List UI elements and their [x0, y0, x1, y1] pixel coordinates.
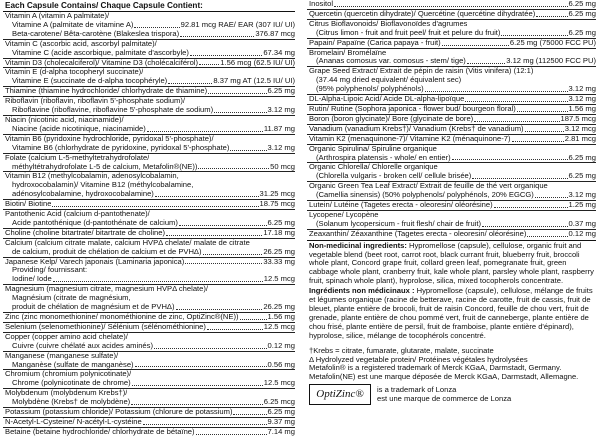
leader-dots: [452, 159, 568, 160]
ingredient-amount: 11.87 mg: [263, 123, 295, 133]
leader-dots: [52, 206, 258, 207]
ingredient-row: [3, 284, 295, 294]
leader-dots: [53, 281, 263, 282]
ingredient-amount: 67.34 mg: [263, 47, 295, 57]
ingredient-row: [307, 85, 596, 94]
ingredient-label: Vitamin C (ascorbic acid, ascorbyl palmitate)/: [5, 39, 157, 48]
ingredient-amount: 6.25 mg (75000 FCC PU): [509, 37, 596, 47]
footnote-krebs: †Krebs = citrate, fumarate, glutarate, malate, succinate: [309, 345, 494, 355]
leader-dots: [190, 55, 262, 56]
ingredient-row: [3, 248, 295, 257]
ingredient-label: Vitamin E (d-alpha tocopheryl succinate)/: [5, 68, 144, 77]
ingredient-label: Boron (boron glycinate)/ Bore (glycinate de bore): [309, 114, 474, 123]
ingredient-row: [307, 94, 596, 104]
ingredient-label: Vanadium (vanadium Krebs†)/ Vanadium (Krebs† de vanadium): [309, 124, 524, 133]
ingredient-amount: 6.25 mg: [568, 152, 596, 162]
ingredient-row: [3, 417, 295, 427]
ingredient-amount: 0.12 mg: [267, 340, 295, 350]
ingredient-row: [307, 210, 596, 220]
ingredient-label: Quercetin (quercetin dihydrate)/ Quercétine (quercétine dihydratée): [309, 9, 536, 18]
ingredient-amount: 17.18 mg: [263, 227, 295, 237]
ingredient-amount: 6.25 mg: [267, 407, 295, 417]
ingredient-row: [3, 361, 295, 370]
left-ingredient-list: [3, 12, 295, 437]
ingredient-label: Lycopene/ Lycopène: [309, 210, 379, 219]
leader-dots: [196, 434, 267, 435]
ingredient-row: [3, 369, 295, 379]
ingredient-label: (Arthrospira platensis - whole/ en entier): [316, 153, 451, 162]
ingredient-label: Calcium (calcium citrate malate, calcium HVPΔ chelate/ malate de citrate: [5, 238, 250, 247]
ingredient-amount: 0.12 mg: [568, 228, 596, 238]
ingredient-amount: 6.25 mg: [267, 217, 295, 227]
leader-dots: [474, 121, 559, 122]
ingredient-row: [307, 57, 596, 66]
ingredient-label: produit de chélation de magnésium et de PVHΔ): [12, 303, 175, 312]
ingredient-amount: 3.12 mg: [267, 105, 295, 115]
leader-dots: [482, 226, 568, 227]
ingredient-amount: 3.12 mg (112500 FCC PU): [506, 56, 596, 66]
ingredient-row: [307, 162, 596, 172]
ingredient-amount: 3.12 mg: [568, 190, 596, 200]
ingredient-row: [307, 19, 596, 29]
ingredient-row: [307, 172, 596, 181]
ingredient-amount: 9.37 mg: [267, 416, 295, 426]
ingredient-row: [3, 86, 295, 96]
ingredient-amount: 1.56 mg: [568, 103, 596, 113]
ingredient-label: DL-Alpha-Lipoic Acid/ Acide DL-alpha-lipoïque: [309, 95, 465, 104]
leader-dots: [207, 329, 263, 330]
leader-dots: [185, 263, 262, 264]
ingredient-row: [307, 76, 596, 85]
ingredient-row: [307, 134, 596, 144]
ingredient-label: Magnésium (citrate de magnésium,: [12, 294, 131, 303]
ingredient-row: [3, 181, 295, 190]
ingredient-amount: 6.25 mg: [568, 8, 596, 18]
ingredient-row: [307, 200, 596, 210]
ingredient-row: [3, 21, 295, 30]
ingredient-amount: 12.5 mcg: [263, 321, 295, 331]
ingredient-label: Vitamine A (palmitate de vitamine A): [12, 20, 134, 29]
ingredient-amount: 6.25 mg: [568, 0, 596, 8]
ingredient-amount: 376.87 mcg: [255, 28, 295, 38]
ingredient-label: Vitamin B6 (pyridoxine hydrochloride, pyridoxal 5'-phosphate)/: [5, 134, 214, 143]
ingredient-label: Riboflavin (riboflavin, riboflavin 5'-phosphate sodium)/: [5, 97, 185, 106]
ingredient-label: Vitamine E (succinate de d-alpha tocophéryle): [12, 77, 168, 86]
leader-dots: [208, 93, 266, 94]
ingredient-row: [3, 106, 295, 115]
left-column: [3, 0, 295, 437]
ingredient-amount: 6.25 mg: [568, 27, 596, 37]
ingredient-row: [3, 58, 295, 68]
ingredient-amount: 1.25 mg: [568, 200, 596, 210]
ingredient-label: Molybdenum (molybdenum Krebs†)/: [5, 389, 128, 398]
ingredient-row: [3, 30, 295, 39]
ingredient-row: [3, 163, 295, 172]
ingredient-row: [3, 209, 295, 219]
ingredient-row: [3, 266, 295, 275]
leader-dots: [535, 197, 568, 198]
ingredient-label: Papain/ Papaïne (Carica papaya - fruit): [309, 38, 441, 47]
ingredient-row: [3, 228, 295, 238]
ingredient-label: Beta-carotene/ Bêta-carotène (Blakeslea trispora): [12, 29, 180, 38]
ingredient-row: [3, 303, 295, 312]
ingredient-label: Citrus Bioflavonoids/ Bioflavonoïdes d'agrumes: [309, 19, 468, 28]
ingredient-label: (Camellia sinensis) (50% polyphenols/ polyphénols, 20% EGCG): [316, 191, 534, 200]
non-medicinal-fr-text: Hypromellose (capsule), cellulose, mélange de fruits et légumes organique (racine de betterave, racine de carotte, fruit de cassis, fruit de bleuet, plante entière de brocoli, fruit de raisin Concord, feuille de chou vert, fruit de grenade, plante entière de chou pommé vert, fruit de canneberge, plante entière de chou frisé, plante entière de persil, fruit de framboise, plante entière d'épinard), hyprolose, silice, mélange de tocophérols concentré.: [309, 286, 593, 340]
leader-dots: [198, 168, 269, 169]
leader-dots: [467, 63, 505, 64]
ingredient-amount: 187.5 mcg: [560, 113, 596, 123]
non-medicinal-en-label: Non-medicinal ingredients:: [309, 240, 407, 250]
leader-dots: [425, 91, 568, 92]
ingredient-label: Choline (choline bitartrate/ bitartrate de choline): [5, 228, 165, 237]
ingredient-amount: 12.5 mcg: [263, 378, 295, 388]
ingredient-row: [3, 219, 295, 228]
ingredient-label: hydroxocobalamin)/ Vitamine B12 (méthylcobalamine,: [12, 181, 194, 190]
ingredient-label: Copper (copper amino acid chelate)/: [5, 332, 128, 341]
ingredient-row: [3, 407, 295, 417]
right-ingredient-list: [307, 0, 596, 239]
ingredient-row: [307, 38, 596, 48]
leader-dots: [179, 225, 267, 226]
ingredient-amount: 6.25 mg: [568, 171, 596, 181]
ingredient-label: Zeaxanthin/ Zéaxanthine (Tagetes erecta - oleoresin/ oléorésine): [309, 229, 527, 238]
ingredient-label: Bromelain/ Bromélaïne: [309, 48, 387, 57]
ingredient-amount: 50 mcg: [270, 161, 295, 171]
ingredient-amount: 12.5 mcg: [263, 274, 295, 284]
footnote-hvp: Δ Hydrolyzed vegetable protein/ Protéines végétales hydrolysées: [309, 354, 528, 364]
ingredient-amount: 0.37 mg: [568, 218, 596, 228]
leader-dots: [465, 101, 567, 102]
ingredient-label: Folate (calcium L-5-methyltetrahydrofolate/: [5, 153, 150, 162]
ingredient-label: Japanese Kelp/ Varech japonais (Laminaria japonica): [5, 257, 185, 266]
ingredient-label: adénosylcobalamine, hydroxocobalamine): [12, 190, 154, 199]
ingredient-label: Grape Seed Extract/ Extrait de pépin de raisin (Vitis vinifera) (12:1): [309, 67, 534, 76]
ingredient-amount: 6.25 mg: [267, 86, 295, 96]
ingredient-label: (Solanum lycopersicum - fruit flesh/ chair de fruit): [316, 219, 482, 228]
leader-dots: [180, 36, 254, 37]
ingredient-label: Organic Green Tea Leaf Extract/ Extrait de feuille de thé vert organique: [309, 182, 548, 191]
ingredient-row: [3, 379, 295, 388]
ingredient-label: N-Acetyl-L-Cysteine/ N-acétyl-L-cystéine: [5, 417, 142, 426]
ingredient-amount: 18.75 mcg: [259, 199, 295, 209]
ingredient-amount: 1.56 mg: [267, 312, 295, 321]
ingredient-label: Chromium (chromium polynicotinate)/: [5, 370, 132, 379]
leader-dots: [203, 254, 263, 255]
leader-dots: [154, 348, 267, 349]
non-medicinal-en-text: Hypromellose (capsule), cellulose, organic fruit and vegetable blend (beet root, carrot root, black currant fruit, blueberry fruit, broccoli whole plant, Concord grape fruit, collard green leaf, pomegranate fruit, green cabbage whole plant, cranberry fruit, kale whole plant, parsley whole plant, raspberry fruit, spinach whole plant), hyprolose, silica, mixed tocopherols concentrate.: [309, 240, 594, 286]
ingredient-label: Potassium (potassium chloride)/ Potassium (chlorure de potassium): [5, 408, 233, 417]
non-medicinal-fr-label: Ingrédients non médicinaux :: [309, 286, 415, 296]
ingredient-label: Iodine/ Iode: [12, 275, 52, 284]
leader-dots: [512, 141, 564, 142]
leader-dots: [131, 404, 263, 405]
ingredient-label: Pantothenic Acid (calcium d-pantothenate)/: [5, 210, 150, 219]
ingredient-amount: 7.14 mg: [267, 426, 295, 436]
ingredient-row: [3, 190, 295, 199]
ingredient-label: (37.44 mg dried equivalent/ équivalent sec): [316, 76, 462, 85]
leader-dots: [166, 235, 262, 236]
non-medicinal-en: [307, 242, 596, 287]
ingredient-row: [3, 77, 295, 86]
ingredient-row: [3, 238, 295, 248]
leader-dots: [442, 45, 509, 46]
ingredient-amount: 92.81 mcg RAE/ EAR (307 IU/ UI): [180, 19, 295, 29]
footnote-metafolin-fr: Metafolin(NE) est une marque déposée de Merck KGaA, Darmstadt, Allemagne.: [309, 372, 579, 382]
ingredient-label: Inositol: [309, 0, 334, 8]
ingredient-row: [307, 66, 596, 76]
ingredient-row: [307, 181, 596, 191]
ingredient-amount: 3.12 mg: [568, 94, 596, 104]
leader-dots: [517, 111, 568, 112]
optizinc-text-en: is a trademark of Lonza: [377, 384, 457, 394]
ingredient-row: [3, 257, 295, 267]
ingredient-row: [3, 388, 295, 398]
ingredient-row: [3, 134, 295, 144]
ingredient-label: (Citrus limon - fruit and fruit peel/ fruit et pelure du fruit): [316, 28, 501, 37]
ingredient-label: Vitamine B6 (chlorhydrate de pyridoxine, pyridoxal 5'-phosphate): [12, 143, 230, 152]
leader-dots: [199, 64, 219, 65]
leader-dots: [168, 83, 212, 84]
ingredient-row: [3, 144, 295, 153]
leader-dots: [501, 35, 567, 36]
non-medicinal-fr: [307, 287, 596, 340]
ingredient-label: Organic Chlorella/ Chlorelle organique: [309, 163, 438, 172]
ingredient-label: Biotin/ Biotine: [5, 200, 52, 209]
ingredient-row: [307, 9, 596, 19]
ingredient-row: [3, 39, 295, 49]
ingredient-row: [3, 199, 295, 209]
ingredient-label: Vitamin K2 (menaquinone-7)/ Vitamine K2 (ménaquinone-7): [309, 134, 511, 143]
leader-dots: [494, 207, 568, 208]
leader-dots: [525, 131, 564, 132]
ingredient-amount: 3.12 mg: [267, 142, 295, 152]
leader-dots: [527, 236, 567, 237]
ingredient-row: [307, 114, 596, 124]
ingredient-label: de calcium, produit de chélation de calcium et de PVHΔ): [12, 247, 202, 256]
ingredient-row: [307, 229, 596, 239]
ingredient-amount: 6.25 mcg: [263, 397, 295, 407]
ingredient-row: [3, 96, 295, 106]
ingredient-amount: 26.25 mg: [263, 302, 295, 312]
ingredient-amount: 2.81 mcg: [564, 133, 596, 143]
ingredient-label: (95% polyphenols/ polyphénols): [316, 85, 424, 94]
leader-dots: [230, 150, 266, 151]
ingredient-row: [307, 191, 596, 200]
leader-dots: [134, 27, 179, 28]
ingredient-label: Magnesium (magnesium citrate, magnesium HVPΔ chelate)/: [5, 285, 209, 294]
ingredient-label: Niacine (acide nicotinique, niacinamide): [12, 124, 146, 133]
leader-dots: [132, 385, 263, 386]
ingredient-label: Manganese (manganese sulfate)/: [5, 351, 119, 360]
ingredient-label: Manganèse (sulfate de manganèse): [12, 360, 134, 369]
ingredient-row: [307, 124, 596, 134]
leader-dots: [155, 196, 259, 197]
ingredient-label: Riboflavine (riboflavine, riboflavine 5'-phosphate de sodium): [12, 106, 214, 115]
optizinc-text-fr: est une marque de commerce de Lonza: [377, 393, 512, 403]
ingredient-row: [3, 275, 295, 284]
ingredient-amount: 3.12 mg: [568, 84, 596, 94]
ingredient-label: Vitamin B12 (methylcobalamin, adenosylcobalamin,: [5, 172, 179, 181]
ingredient-label: Vitamin D3 (cholecalciferol)/ Vitamine D3 (cholécalciférol): [5, 58, 199, 67]
ingredient-amount: 33.33 mg: [263, 256, 295, 266]
ingredient-label: Molybdène (Krebs† de molybdène): [12, 398, 131, 407]
ingredient-row: [3, 342, 295, 351]
ingredient-row: [3, 332, 295, 342]
leader-dots: [233, 414, 266, 415]
ingredient-amount: 0.56 mg: [267, 359, 295, 369]
optizinc-trademark: [307, 384, 596, 405]
ingredient-label: (Chlorella vulgaris - broken cell/ cellule brisée): [316, 172, 472, 181]
ingredient-row: [3, 153, 295, 163]
ingredient-label: Lutein/ Lutéine (Tagetes erecta - oleoresin/ oléorésine): [309, 201, 493, 210]
ingredient-label: Organic Spirulina/ Spiruline organique: [309, 144, 437, 153]
ingredient-row: [307, 220, 596, 229]
leader-dots: [147, 131, 263, 132]
ingredient-row: [3, 312, 295, 322]
leader-dots: [334, 6, 567, 7]
ingredient-row: [307, 154, 596, 163]
ingredient-amount: 3.12 mcg: [564, 123, 596, 133]
ingredient-row: [307, 104, 596, 114]
ingredient-amount: 31.25 mcg: [259, 189, 295, 199]
ingredient-label: Acide pantothénique (d-pantothénate de calcium): [12, 218, 178, 227]
ingredient-row: [3, 322, 295, 332]
ingredient-amount: 8.37 mg AT (12.5 IU/ UI): [213, 76, 295, 86]
ingredient-label: Zinc (zinc monomethionine/ monométhionine de zinc, OptiZinc®(NE)): [5, 313, 239, 321]
ingredient-label: Chrome (polynicotinate de chrome): [12, 379, 131, 388]
ingredient-row: [3, 427, 295, 437]
ingredient-label: Providing/ fournissant:: [12, 266, 88, 275]
ingredient-row: [3, 294, 295, 303]
leader-dots: [472, 178, 567, 179]
leader-dots: [240, 319, 267, 320]
right-column: [307, 0, 596, 405]
leader-dots: [143, 424, 267, 425]
ingredient-amount: 26.25 mg: [263, 246, 295, 256]
ingredient-row: [3, 115, 295, 125]
ingredient-label: Selenium (selenomethionine)/ Sélénium (sélénométhionine): [5, 322, 206, 331]
ingredient-label: Niacin (nicotinic acid, niacinamide)/: [5, 115, 124, 124]
ingredient-label: Thiamine (thiamine hydrochloride/ chlorhydrate de thiamine): [5, 87, 208, 96]
optizinc-logo: OptiZinc®: [309, 384, 371, 405]
table-header: Each Capsule Contains/ Chaque Capsule Contient:: [3, 0, 295, 12]
ingredient-row: [3, 171, 295, 181]
ingredient-label: (Ananas comosus var. comosus - stem/ tige): [316, 57, 466, 66]
leader-dots: [135, 366, 267, 367]
ingredient-row: [3, 125, 295, 134]
leader-dots: [214, 112, 266, 113]
ingredient-label: méthyltétrahydrofolate L-5 de calcium, Metafolin®(NE)): [12, 162, 198, 171]
ingredient-row: [3, 398, 295, 407]
ingredient-label: Vitamin A (vitamin A palmitate)/: [5, 12, 110, 20]
ingredient-row: [307, 0, 596, 9]
ingredient-row: [3, 351, 295, 361]
footnote-metafolin-en: Metafolin® is a registered trademark of Merck KGaA, Darmstadt, Germany.: [309, 363, 562, 373]
ingredient-row: [307, 29, 596, 38]
leader-dots: [536, 16, 567, 17]
ingredient-label: Rutin/ Rutine (Sophora japonica - flower bud/ bourgeon floral): [309, 104, 516, 113]
ingredient-label: Betaine (betaine hydrochloride/ chlorhydrate de bétaïne): [5, 427, 195, 436]
ingredient-label: Cuivre (cuivre chélaté aux acides aminés): [12, 341, 153, 350]
ingredient-amount: 1.56 mcg (62.5 IU/ UI): [220, 57, 295, 67]
ingredient-row: [3, 49, 295, 58]
ingredient-row: [307, 144, 596, 154]
ingredient-label: Vitamine C (acide ascorbique, palmitate d'ascorbyle): [12, 48, 189, 57]
leader-dots: [176, 309, 263, 310]
